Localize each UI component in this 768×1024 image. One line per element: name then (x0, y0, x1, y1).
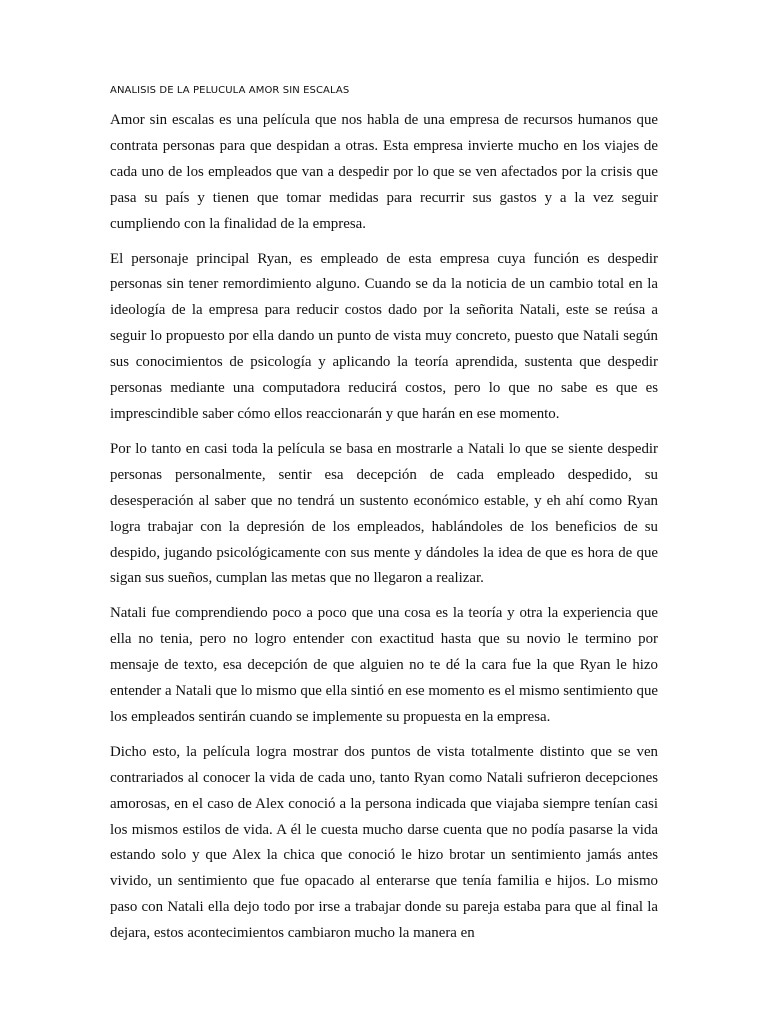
paragraph-4: Natali fue comprendiendo poco a poco que una cosa es la teoría y otra la experiencia que ella no tenia, pero no logro entender con exactitud hasta que su novio le termino por mensaje de texto, esa decepción de que alguien no te dé la cara fue la que Ryan le hizo entender a Natali que lo mismo que ella sintió en ese momento es el mismo sentimiento que los empleados sentirán cuando se implemente su propuesta en la empresa. (110, 605, 658, 725)
paragraph-3: Por lo tanto en casi toda la película se basa en mostrarle a Natali lo que se siente despedir personas personalmente, sentir esa decepción de cada empleado despedido, su desesperación al saber que no tendrá un sustento económico estable, y eh ahí como Ryan logra trabajar con la depresión de los empleados, hablándoles de los beneficios de su despido, jugando psicológicamente con sus mente y dándoles la idea de que es hora de que sigan sus sueños, cumplan las metas que no llegaron a realizar. (110, 440, 658, 587)
document-page (110, 84, 658, 956)
document-title: ANALISIS DE LA PELUCULA AMOR SIN ESCALAS (110, 85, 350, 96)
paragraph-1: Amor sin escalas es una película que nos habla de una empresa de recursos humanos que contrata personas para que despidan a otras. Esta empresa invierte mucho en los viajes de cada uno de los empleados que van a despedir por lo que se ven afectados por la crisis que pasa su país y tienen que tomar medidas para recurrir sus gastos y a la vez seguir cumpliendo con la finalidad de la empresa. (110, 112, 658, 232)
paragraph-2: El personaje principal Ryan, es empleado de esta empresa cuya función es despedir personas sin tener remordimiento alguno. Cuando se da la noticia de un cambio total en la ideología de la empresa para reducir costos dado por la señorita Natali, este se reúsa a seguir lo propuesto por ella dando un punto de vista muy concreto, puesto que Natali según sus conocimientos de psicología y aplicando la teoría aprendida, sustenta que despedir personas mediante una computadora reducirá costos, pero lo que no sabe es que es imprescindible saber cómo ellos reaccionarán y que harán en ese momento. (110, 250, 658, 422)
paragraph-5: Dicho esto, la película logra mostrar dos puntos de vista totalmente distinto que se ven contrariados al conocer la vida de cada uno, tanto Ryan como Natali sufrieron decepciones amorosas, en el caso de Alex conoció a la persona indicada que viajaba siempre tenían casi los mismos estilos de vida. A él le cuesta mucho darse cuenta que no podía pasarse la vida estando solo y que Alex la chica que conoció le hizo brotar un sentimiento jamás antes vivido, un sentimiento que fue opacado al enterarse que tenía familia e hijos. Lo mismo paso con Natali ella dejo todo por irse a trabajar donde su pareja estaba para que al final la dejara, estos acontecimientos cambiaron mucho la manera en (110, 743, 658, 942)
